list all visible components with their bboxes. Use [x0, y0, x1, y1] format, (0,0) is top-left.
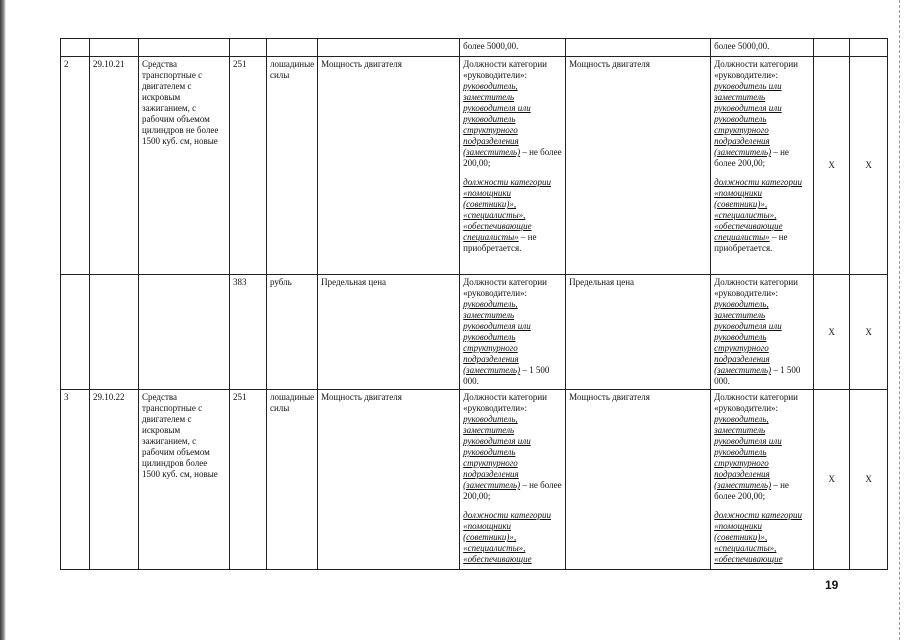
- req-other-positions: должности категории «помощники (советники)», «специалисты», «обеспечивающие специалисты»: [463, 177, 551, 242]
- req-other-limit: – не приобретается.: [463, 232, 537, 253]
- cell-name: Средства транспортные с двигателем с искровым зажиганием, с рабочим объемом цилиндров более 1500 куб. см, новые: [139, 390, 230, 570]
- cell-mark-2: X: [850, 390, 888, 570]
- cell-name: [139, 39, 230, 57]
- req-positions: руководитель, заместитель руководителя или руководитель структурного подразделения (заместитель): [463, 414, 531, 490]
- cell-requirement-left: [460, 275, 566, 390]
- cell-okei-code: 383: [230, 275, 267, 390]
- table-row: [61, 390, 888, 570]
- req-other-positions: должности категории «помощники (советники)», «специалисты», «обеспечивающие: [714, 510, 802, 564]
- cell-unit: лошадиные силы: [267, 390, 318, 570]
- cell-characteristic-right: Мощность двигателя: [566, 390, 711, 570]
- cell-no: [61, 275, 90, 390]
- cell-characteristic: Мощность двигателя: [318, 390, 460, 570]
- req-positions: руководитель, заместитель руководителя или руководитель структурного подразделения (заместитель): [714, 414, 782, 490]
- cell-unit: лошадиные силы: [267, 57, 318, 275]
- cell-name: [139, 275, 230, 390]
- req-positions: руководитель, заместитель руководителя или руководитель структурного подразделения (заместитель): [714, 299, 782, 375]
- scan-edge-right: [899, 0, 905, 640]
- table-row-continuation: [61, 39, 888, 57]
- cell-mark-1: X: [814, 57, 850, 275]
- cell-no: 2: [61, 57, 90, 275]
- cell-characteristic-right: Предельная цена: [566, 275, 711, 390]
- req-limit: – 1 500 000.: [714, 365, 801, 386]
- cell-code: 29.10.22: [90, 390, 139, 570]
- specification-table: [60, 38, 888, 570]
- cell-mark-1: X: [814, 275, 850, 390]
- cell-unit: рубль: [267, 275, 318, 390]
- cell-code: [90, 275, 139, 390]
- cell-requirement-right: [711, 39, 814, 57]
- table-row: [61, 57, 888, 275]
- cell-characteristic: Мощность двигателя: [318, 57, 460, 275]
- cell-code: 29.10.21: [90, 57, 139, 275]
- cell-requirement-left: [460, 39, 566, 57]
- cell-mark-2: X: [850, 57, 888, 275]
- req-positions: руководитель или заместитель руководителя или руководитель структурного подразделения (заместитель): [714, 81, 782, 157]
- req-limit: – не более 200,00;: [714, 147, 789, 168]
- req-other-positions: должности категории «помощники (советники)», «специалисты», «обеспечивающие специалисты»: [714, 177, 802, 242]
- req-positions: руководитель, заместитель руководителя или руководитель структурного подразделения (заместитель): [463, 299, 531, 375]
- req-intro: Должности категории «руководители»:: [463, 277, 547, 298]
- cell-no: 3: [61, 390, 90, 570]
- cell-requirement-right: [711, 275, 814, 390]
- req-intro: Должности категории «руководители»:: [463, 392, 547, 413]
- req-limit: – не более 200,00;: [463, 147, 562, 168]
- page-number: 19: [825, 578, 839, 592]
- cell-no: [61, 39, 90, 57]
- cell-okei-code: 251: [230, 57, 267, 275]
- limit-left-text: более 5000,00.: [463, 41, 519, 51]
- req-other-limit: – не приобретается.: [714, 232, 788, 253]
- req-intro: Должности категории «руководители»:: [714, 277, 798, 298]
- cell-mark-2: [850, 39, 888, 57]
- req-limit: – не более 200,00;: [463, 480, 562, 501]
- cell-characteristic: Предельная цена: [318, 275, 460, 390]
- cell-unit: [267, 39, 318, 57]
- cell-characteristic-right: Мощность двигателя: [566, 57, 711, 275]
- scan-shadow-left: [0, 0, 6, 640]
- cell-okei-code: 251: [230, 390, 267, 570]
- req-positions: руководитель, заместитель руководителя или руководитель структурного подразделения (заместитель): [463, 81, 531, 157]
- req-other-positions: должности категории «помощники (советники)», «специалисты», «обеспечивающие: [463, 510, 551, 564]
- req-intro: Должности категории «руководители»:: [714, 59, 798, 80]
- table-row: [61, 275, 888, 390]
- req-limit: – не более 200,00;: [714, 480, 789, 501]
- cell-okei-code: [230, 39, 267, 57]
- cell-requirement-right: [711, 390, 814, 570]
- cell-mark-1: X: [814, 390, 850, 570]
- cell-requirement-left: [460, 390, 566, 570]
- req-intro: Должности категории «руководители»:: [463, 59, 547, 80]
- cell-name: Средства транспортные с двигателем с искровым зажиганием, с рабочим объемом цилиндров не более 1500 куб. см, новые: [139, 57, 230, 275]
- limit-right-text: более 5000,00.: [714, 41, 770, 51]
- req-limit: – 1 500 000.: [463, 365, 550, 386]
- cell-requirement-right: [711, 57, 814, 275]
- req-intro: Должности категории «руководители»:: [714, 392, 798, 413]
- cell-mark-2: X: [850, 275, 888, 390]
- cell-characteristic-right: [566, 39, 711, 57]
- cell-mark-1: [814, 39, 850, 57]
- cell-code: [90, 39, 139, 57]
- cell-requirement-left: [460, 57, 566, 275]
- cell-characteristic: [318, 39, 460, 57]
